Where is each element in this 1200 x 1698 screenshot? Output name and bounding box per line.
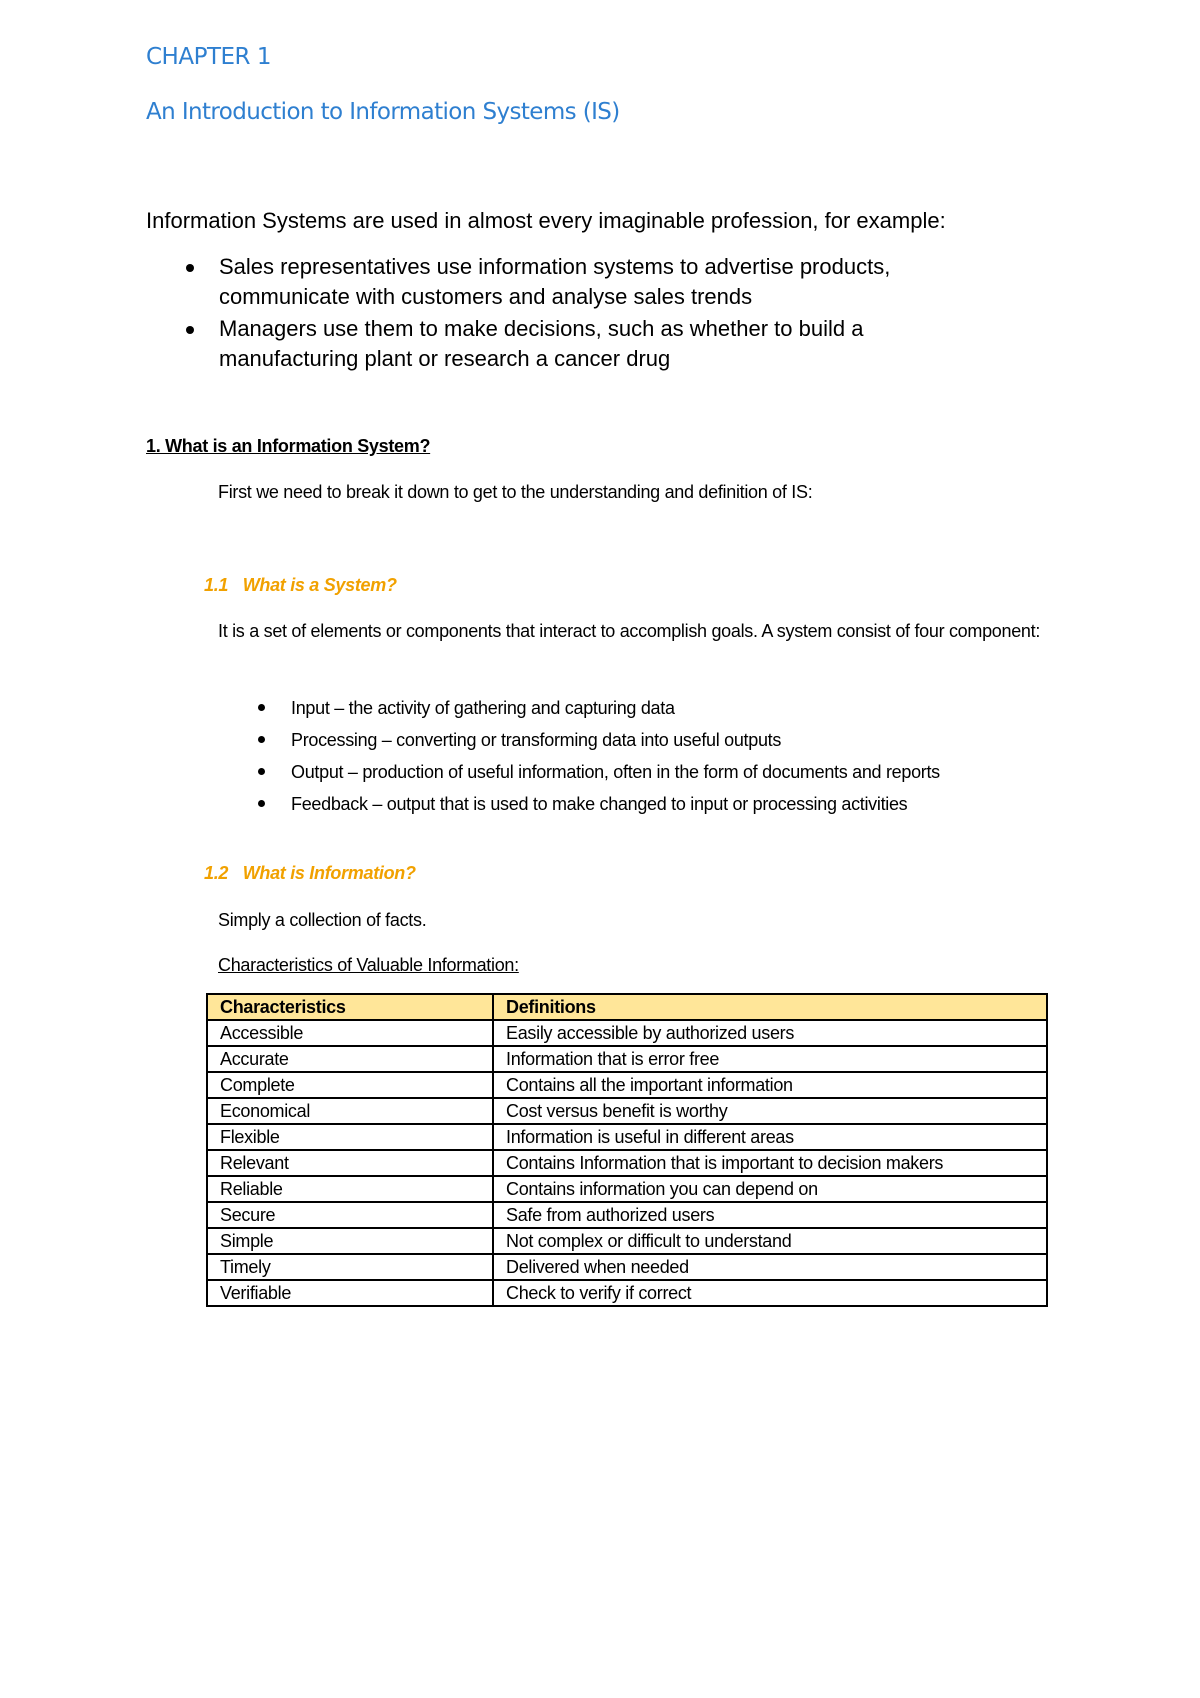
list-item-text: Input – the activity of gathering and capturing data — [291, 698, 675, 718]
list-item — [218, 694, 1048, 722]
bullet-icon — [258, 736, 265, 743]
subsection-heading-system — [204, 575, 397, 596]
table-row — [207, 1228, 1047, 1254]
table-cell: Contains Information that is important to decision makers — [493, 1150, 1047, 1176]
column-header: Characteristics — [207, 994, 493, 1020]
table-cell: Accessible — [207, 1020, 493, 1046]
list-item — [218, 758, 1048, 786]
chapter-title: An Introduction to Information Systems (IS) — [146, 99, 620, 125]
table-cell: Reliable — [207, 1176, 493, 1202]
table-cell: Information that is error free — [493, 1046, 1047, 1072]
bullet-icon — [258, 800, 265, 807]
bullet-icon — [186, 264, 194, 272]
list-item-text: Sales representatives use information systems to advertise products, communicate with customers and analyse sales trends — [219, 254, 891, 309]
table-cell: Check to verify if correct — [493, 1280, 1047, 1306]
list-item-text: Feedback – output that is used to make changed to input or processing activities — [291, 794, 908, 814]
section-heading: 1. What is an Information System? — [146, 436, 431, 456]
subsection-number: 1.1 — [204, 575, 229, 595]
table-cell: Cost versus benefit is worthy — [493, 1098, 1047, 1124]
list-item-text: Managers use them to make decisions, such as whether to build a manufacturing plant or research a cancer drug — [219, 316, 864, 371]
table-row — [207, 1280, 1047, 1306]
subsection-heading-information — [204, 863, 416, 884]
table-cell: Relevant — [207, 1150, 493, 1176]
table-header-row — [207, 994, 1047, 1020]
table-cell: Accurate — [207, 1046, 493, 1072]
bullet-icon — [186, 326, 194, 334]
subsection-title: What is Information? — [242, 863, 416, 883]
table-row — [207, 1072, 1047, 1098]
characteristics-table — [206, 993, 1048, 1307]
table-cell: Delivered when needed — [493, 1254, 1047, 1280]
table-cell: Complete — [207, 1072, 493, 1098]
table-cell: Secure — [207, 1202, 493, 1228]
component-list — [218, 694, 1048, 822]
table-row — [207, 1020, 1047, 1046]
list-item-text: Processing – converting or transforming data into useful outputs — [291, 730, 782, 750]
list-item — [146, 314, 1006, 374]
table-row — [207, 1254, 1047, 1280]
table-cell: Easily accessible by authorized users — [493, 1020, 1047, 1046]
table-row — [207, 1098, 1047, 1124]
subsection-title: What is a System? — [242, 575, 397, 595]
table-cell: Timely — [207, 1254, 493, 1280]
table-cell: Information is useful in different areas — [493, 1124, 1047, 1150]
table-cell: Not complex or difficult to understand — [493, 1228, 1047, 1254]
table-row — [207, 1046, 1047, 1072]
column-header: Definitions — [493, 994, 1047, 1020]
table-cell: Safe from authorized users — [493, 1202, 1047, 1228]
table-row — [207, 1124, 1047, 1150]
information-definition: Simply a collection of facts. — [218, 910, 427, 930]
section-paragraph: First we need to break it down to get to the understanding and definition of IS: — [218, 482, 813, 502]
intro-paragraph: Information Systems are used in almost every imaginable profession, for example: — [146, 208, 946, 233]
intro-bullet-list — [146, 252, 1006, 376]
table-row — [207, 1202, 1047, 1228]
table-cell: Simple — [207, 1228, 493, 1254]
list-item — [218, 790, 1048, 818]
table-row — [207, 1176, 1047, 1202]
table-cell: Contains all the important information — [493, 1072, 1047, 1098]
list-item — [146, 252, 1006, 312]
chapter-label: CHAPTER 1 — [146, 44, 271, 70]
bullet-icon — [258, 704, 265, 711]
table-cell: Flexible — [207, 1124, 493, 1150]
table-caption: Characteristics of Valuable Information: — [218, 955, 519, 975]
bullet-icon — [258, 768, 265, 775]
table-cell: Contains information you can depend on — [493, 1176, 1047, 1202]
list-item — [218, 726, 1048, 754]
table-row — [207, 1150, 1047, 1176]
system-definition: It is a set of elements or components that interact to accomplish goals. A system consist of four component: — [218, 621, 1041, 641]
list-item-text: Output – production of useful information, often in the form of documents and reports — [291, 762, 940, 782]
table-cell: Verifiable — [207, 1280, 493, 1306]
subsection-number: 1.2 — [204, 863, 229, 883]
table-cell: Economical — [207, 1098, 493, 1124]
